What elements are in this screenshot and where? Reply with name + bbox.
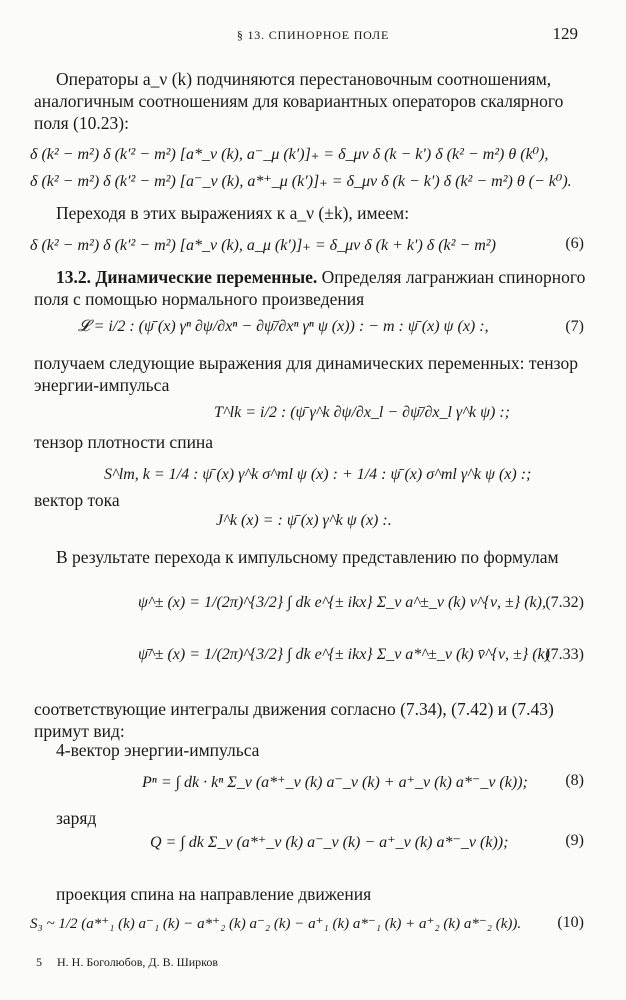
label-spin-density: тензор плотности спина xyxy=(34,432,214,452)
paragraph-dynamic-vars: получаем следующие выражения для динамических переменных: тензор энергии-импульса xyxy=(34,353,578,395)
label-spin-projection: проекция спина на направление движения xyxy=(56,884,372,904)
equation-7: 𝓛 = i/2 : (ψ̄ (x) γⁿ ∂ψ/∂xⁿ − ∂ψ̄/∂xⁿ γⁿ ψ (x)) : − m : ψ̄ (x) ψ (x) :, xyxy=(78,318,489,335)
equation-7-33: ψ̄^± (x) = 1/(2π)^{3/2} ∫ dk e^{± ikx} Σ_ν a*^±_ν (k) v̄^{ν, ±} (k) xyxy=(138,646,550,663)
equation-9-number: (9) xyxy=(565,832,584,849)
page-number: 129 xyxy=(552,24,578,43)
section-intro: Определяя лагранжиан спинорного поля с помощью нормального произведения xyxy=(34,267,586,309)
label-current-vector: вектор тока xyxy=(34,490,120,510)
label-charge: заряд xyxy=(56,808,97,828)
authors: Н. Н. Боголюбов, Д. В. Ширков xyxy=(57,955,219,969)
signature-mark: 5 xyxy=(36,955,42,969)
equation-spin-tensor: S^lm, k = 1/4 : ψ̄ (x) γ^k σ^ml ψ (x) : + 1/4 : ψ̄ (x) σ^ml γ^k ψ (x) :; xyxy=(104,466,532,483)
equation-8-number: (8) xyxy=(565,772,584,789)
equation-6-number: (6) xyxy=(565,235,584,252)
equation-7-32-number: (7.32) xyxy=(545,594,584,611)
paragraph-operators: Операторы a_ν (k) подчиняются перестановочным соотношениям, аналогичным соотношениям для ковариантных операторов скалярного поля (10.23): xyxy=(34,69,564,133)
equation-anticommutator-1: δ (k² − m²) δ (k′² − m²) [a*_ν (k), a⁻_μ (k′)]₊ = δ_μν δ (k − k′) δ (k² − m²) θ (k⁰), xyxy=(30,146,549,163)
equation-6: δ (k² − m²) δ (k′² − m²) [a*_ν (k), a_μ (k′)]₊ = δ_μν δ (k + k′) δ (k² − m²) xyxy=(30,237,496,254)
paragraph-transition: Переходя в этих выражениях к a_ν (±k), имеем: xyxy=(56,203,410,223)
equation-10: S₃ ~ 1/2 (a*⁺₁ (k) a⁻₁ (k) − a*⁺₂ (k) a⁻₂ (k) − a⁺₁ (k) a*⁻₁ (k) + a⁺₂ (k) a*⁻₂ (k)). xyxy=(30,916,522,932)
equation-anticommutator-2: δ (k² − m²) δ (k′² − m²) [a⁻_ν (k), a*⁺_μ (k′)]₊ = δ_μν δ (k − k′) δ (k² − m²) θ (− k⁰). xyxy=(30,173,572,190)
equation-7-32: ψ^± (x) = 1/(2π)^{3/2} ∫ dk e^{± ikx} Σ_ν a^±_ν (k) v^{ν, ±} (k), xyxy=(138,594,546,611)
equation-energy-momentum-tensor: T^lk = i/2 : (ψ̄ γ^k ∂ψ/∂x_l − ∂ψ̄/∂x_l γ^k ψ) :; xyxy=(214,404,510,421)
equation-8: Pⁿ = ∫ dk · kⁿ Σ_ν (a*⁺_ν (k) a⁻_ν (k) + a⁺_ν (k) a*⁻_ν (k)); xyxy=(142,774,528,791)
running-header: § 13. СПИНОРНОЕ ПОЛЕ xyxy=(236,28,390,42)
equation-10-number: (10) xyxy=(557,914,584,931)
equation-current: J^k (x) = : ψ̄ (x) γ^k ψ (x) :. xyxy=(216,512,392,529)
paragraph-integrals-of-motion: соответствующие интегралы движения согласно (7.34), (7.42) и (7.43) примут вид: xyxy=(34,699,554,741)
label-energy-momentum-vector: 4-вектор энергии-импульса xyxy=(56,740,260,760)
paragraph-momentum-representation: В результате перехода к импульсному представлению по формулам xyxy=(56,547,559,567)
equation-7-33-number: (7.33) xyxy=(545,646,584,663)
section-title: 13.2. Динамические переменные. xyxy=(56,267,318,287)
section-13-2 xyxy=(34,266,594,310)
footer xyxy=(36,955,218,970)
equation-7-number: (7) xyxy=(565,318,584,335)
equation-9: Q = ∫ dk Σ_ν (a*⁺_ν (k) a⁻_ν (k) − a⁺_ν (k) a*⁻_ν (k)); xyxy=(150,834,509,851)
